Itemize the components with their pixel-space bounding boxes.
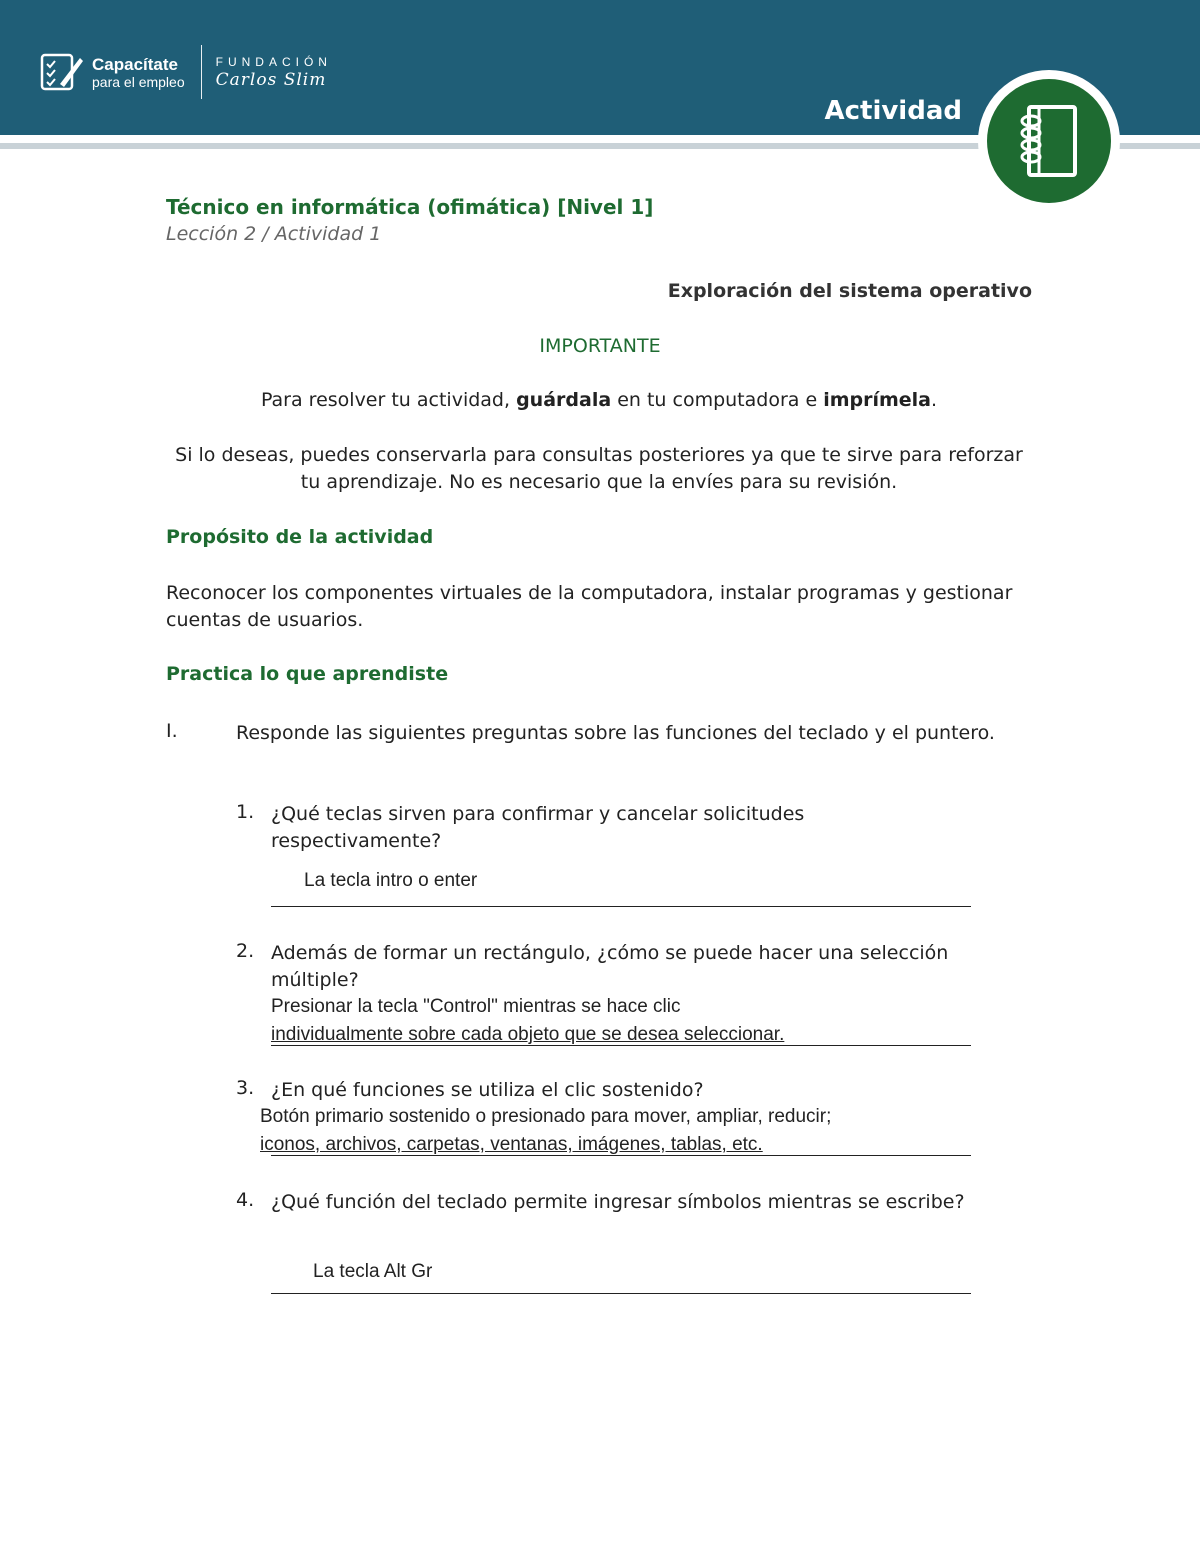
notebook-icon <box>987 79 1111 203</box>
note-text: Si lo deseas, puedes conservarla para consultas posteriores ya que te sirve para reforzar tu aprendizaje. No es necesario que la envíes para su revisión. <box>175 444 1023 493</box>
instruction-text <box>166 387 1032 414</box>
question-text: ¿Qué función del teclado permite ingresar símbolos mientras se escribe? <box>271 1191 965 1213</box>
brand-logos <box>40 45 332 99</box>
answer-line <box>271 906 971 907</box>
course-title: Técnico en informática (ofimática) [Nivel 1] <box>166 195 654 219</box>
lesson-subtitle: Lección 2 / Actividad 1 <box>166 223 382 245</box>
foundation-line1: FUNDACIÓN <box>215 54 332 69</box>
purpose-text: Reconocer los componentes virtuales de la computadora, instalar programas y gestionar cuentas de usuarios. <box>166 582 1013 631</box>
foundation-logo <box>216 55 332 90</box>
instruction-mid: en tu computadora e <box>611 389 824 411</box>
answer-text[interactable]: La tecla intro o enter <box>304 870 478 891</box>
answer-text[interactable]: individualmente sobre cada objeto que se desea seleccionar. <box>271 1024 785 1045</box>
question-number: 2. <box>236 940 255 962</box>
question-number: 4. <box>236 1189 255 1211</box>
brand-main: Capacítate <box>92 54 178 74</box>
question-number: 1. <box>236 801 255 823</box>
answer-line <box>271 1293 971 1294</box>
practice-heading: Practica lo que aprendiste <box>166 663 449 685</box>
topic-title: Exploración del sistema operativo <box>667 280 1032 302</box>
badge-inner <box>987 79 1111 203</box>
question-text: ¿En qué funciones se utiliza el clic sostenido? <box>271 1079 704 1101</box>
answer-text[interactable]: Presionar la tecla "Control" mientras se hace clic <box>271 996 681 1017</box>
instruction-pre: Para resolver tu actividad, <box>260 389 517 411</box>
answer-text[interactable]: Botón primario sostenido o presionado para mover, ampliar, reducir; <box>260 1106 832 1127</box>
activity-badge <box>978 70 1120 212</box>
answer-text[interactable]: La tecla Alt Gr <box>313 1261 433 1282</box>
answer-line <box>271 1155 971 1156</box>
section-number: I. <box>166 720 178 742</box>
question-text: ¿Qué teclas sirven para confirmar y cancelar solicitudes respectivamente? <box>271 803 805 852</box>
activity-label: Actividad <box>824 96 962 126</box>
answer-line <box>271 1045 971 1046</box>
answer-text[interactable]: iconos, archivos, carpetas, ventanas, imágenes, tablas, etc. <box>260 1134 763 1155</box>
purpose-heading: Propósito de la actividad <box>166 526 434 548</box>
question-number: 3. <box>236 1077 255 1099</box>
brand-sub: para el empleo <box>92 73 185 90</box>
foundation-line2: Carlos Slim <box>215 69 327 90</box>
checklist-icon <box>40 52 84 92</box>
question-text: Además de formar un rectángulo, ¿cómo se puede hacer una selección múltiple? <box>271 942 949 991</box>
instruction-end: . <box>931 389 938 411</box>
important-heading: IMPORTANTE <box>539 335 661 357</box>
logo-divider <box>201 45 202 99</box>
brand-text <box>92 56 185 89</box>
section-text: Responde las siguientes preguntas sobre las funciones del teclado y el puntero. <box>236 722 995 744</box>
instruction-bold-print: imprímela <box>823 389 931 411</box>
instruction-bold-save: guárdala <box>516 389 612 411</box>
